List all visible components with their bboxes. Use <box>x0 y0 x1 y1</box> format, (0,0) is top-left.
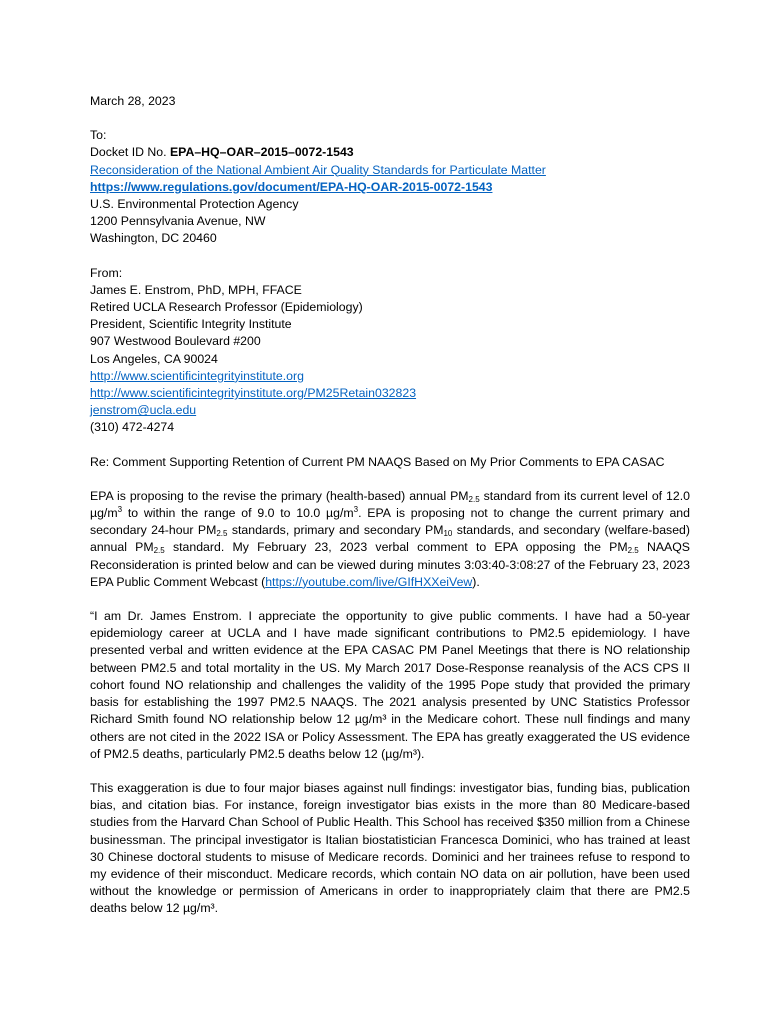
website-link[interactable]: http://www.scientificintegrityinstitute.org <box>90 368 304 383</box>
letter-date: March 28, 2023 <box>90 94 176 108</box>
subscript: 2.5 <box>627 546 639 556</box>
para1-text: EPA is proposing to the revise the primary (health-based) annual PM <box>90 488 469 503</box>
subject-line: Re: Comment Supporting Retention of Current PM NAAQS Based on My Prior Comments to EPA CASAC <box>90 454 665 469</box>
sender-name: James E. Enstrom, PhD, MPH, FFACE <box>90 282 302 297</box>
retain-page-link[interactable]: http://www.scientificintegrityinstitute.org/PM25Retain032823 <box>90 386 417 401</box>
agency-city: Washington, DC 20460 <box>90 231 217 246</box>
para1-text: standard. My February 23, 2023 verbal comment to EPA opposing the PM <box>164 540 628 555</box>
subscript: 10 <box>443 529 453 539</box>
superscript: 3 <box>117 505 123 515</box>
to-label: To: <box>90 128 107 143</box>
spacer <box>90 763 690 780</box>
superscript: 3 <box>353 505 359 515</box>
reconsideration-link[interactable]: Reconsideration of the National Ambient Air Quality Standards for Particulate Matter <box>90 162 546 177</box>
para1-text: standard from its current level of 12.0 µg/m <box>90 488 690 521</box>
reconsideration-line <box>90 162 690 179</box>
sender-title-2: President, Scientific Integrity Institute <box>90 317 292 332</box>
sender-phone: (310) 472-4274 <box>90 420 175 435</box>
para1-text: NAAQS Reconsideration is printed below and can be viewed during minutes 3:03:40-3:08:27 of the February 23, 2023 EPA Public Comment Webcast ( <box>90 540 690 589</box>
subscript: 2.5 <box>468 494 480 504</box>
subscript: 2.5 <box>216 529 228 539</box>
from-label: From: <box>90 265 123 280</box>
paragraph-biases: This exaggeration is due to four major biases against null findings: investigator bias, funding bias, publication bias, and citation bias. For instance, foreign investigator bias exists in the more than 80 Medicare-based studies from the Harvard Chan School of Public Health. This School has received $350 million from a Chinese businessman. The principal investigator is Italian biostatistician Francesca Dominici, who has trained at least 30 Chinese doctoral students to misuse of Medicare records. Dominici and her trainees refuse to respond to my evidence of their misconduct. Medicare records, which contain NO data on air pollution, have been used without the knowledge or permission of Americans in order to inappropriately claim that there are PM2.5 deaths below 12 µg/m³. <box>90 780 690 916</box>
sender-street: 907 Westwood Boulevard #200 <box>90 334 261 349</box>
email-link[interactable]: jenstrom@ucla.edu <box>90 403 197 418</box>
docket-prefix: Docket ID No. <box>90 145 170 160</box>
sender-title-1: Retired UCLA Research Professor (Epidemiology) <box>90 300 363 315</box>
paragraph-verbal-comment: “I am Dr. James Enstrom. I appreciate the opportunity to give public comments. I have had a 50-year epidemiology career at UCLA and I have made significant contributions to PM2.5 epidemiology. I have presented verbal and written evidence at the EPA CASAC PM Panel Meetings that there is NO relationship between PM2.5 and total mortality in the US. My March 2017 Dose-Response reanalysis of the ACS CPS II cohort found NO relationship and challenges the validity of the 1995 Pope study that provided the primary basis for establishing the 1997 PM2.5 NAAQS. The 2021 analysis presented by UNC Statistics Professor Richard Smith found NO relationship below 12 µg/m³ in the Medicare cohort. These null findings and many others are not cited in the 2022 ISA or Policy Assessment. The EPA has greatly exaggerated the US evidence of PM2.5 deaths, particularly PM2.5 deaths below 12 (µg/m³). <box>90 609 690 761</box>
spacer <box>90 248 690 265</box>
letter-page <box>90 93 690 918</box>
para1-text: . EPA is proposing not to change the current primary and secondary 24-hour PM <box>90 506 690 538</box>
para1-text: standards, and secondary (welfare-based) annual PM <box>90 523 690 555</box>
agency-street: 1200 Pennsylvania Avenue, NW <box>90 214 266 229</box>
agency-name: U.S. Environmental Protection Agency <box>90 197 299 212</box>
retain-page-line <box>90 385 690 402</box>
spacer <box>90 110 690 127</box>
regulations-url-line <box>90 179 690 196</box>
website-line <box>90 368 690 385</box>
regulations-link[interactable]: https://www.regulations.gov/document/EPA-HQ-OAR-2015-0072-1543 <box>90 179 493 194</box>
sender-city: Los Angeles, CA 90024 <box>90 351 218 366</box>
subscript: 2.5 <box>153 546 165 556</box>
spacer <box>90 591 690 608</box>
para1-text: ). <box>472 574 480 589</box>
para1-text: standards, primary and secondary PM <box>227 523 444 538</box>
docket-id: EPA–HQ–OAR–2015–0072-1543 <box>169 145 354 160</box>
paragraph-proposal <box>90 488 690 591</box>
email-line <box>90 402 690 419</box>
docket-line <box>90 144 690 161</box>
spacer <box>90 471 690 488</box>
para1-text: to within the range of 9.0 to 10.0 µg/m <box>122 506 354 521</box>
webcast-link[interactable]: https://youtube.com/live/GIfHXXeiVew <box>265 574 473 589</box>
spacer <box>90 437 690 454</box>
